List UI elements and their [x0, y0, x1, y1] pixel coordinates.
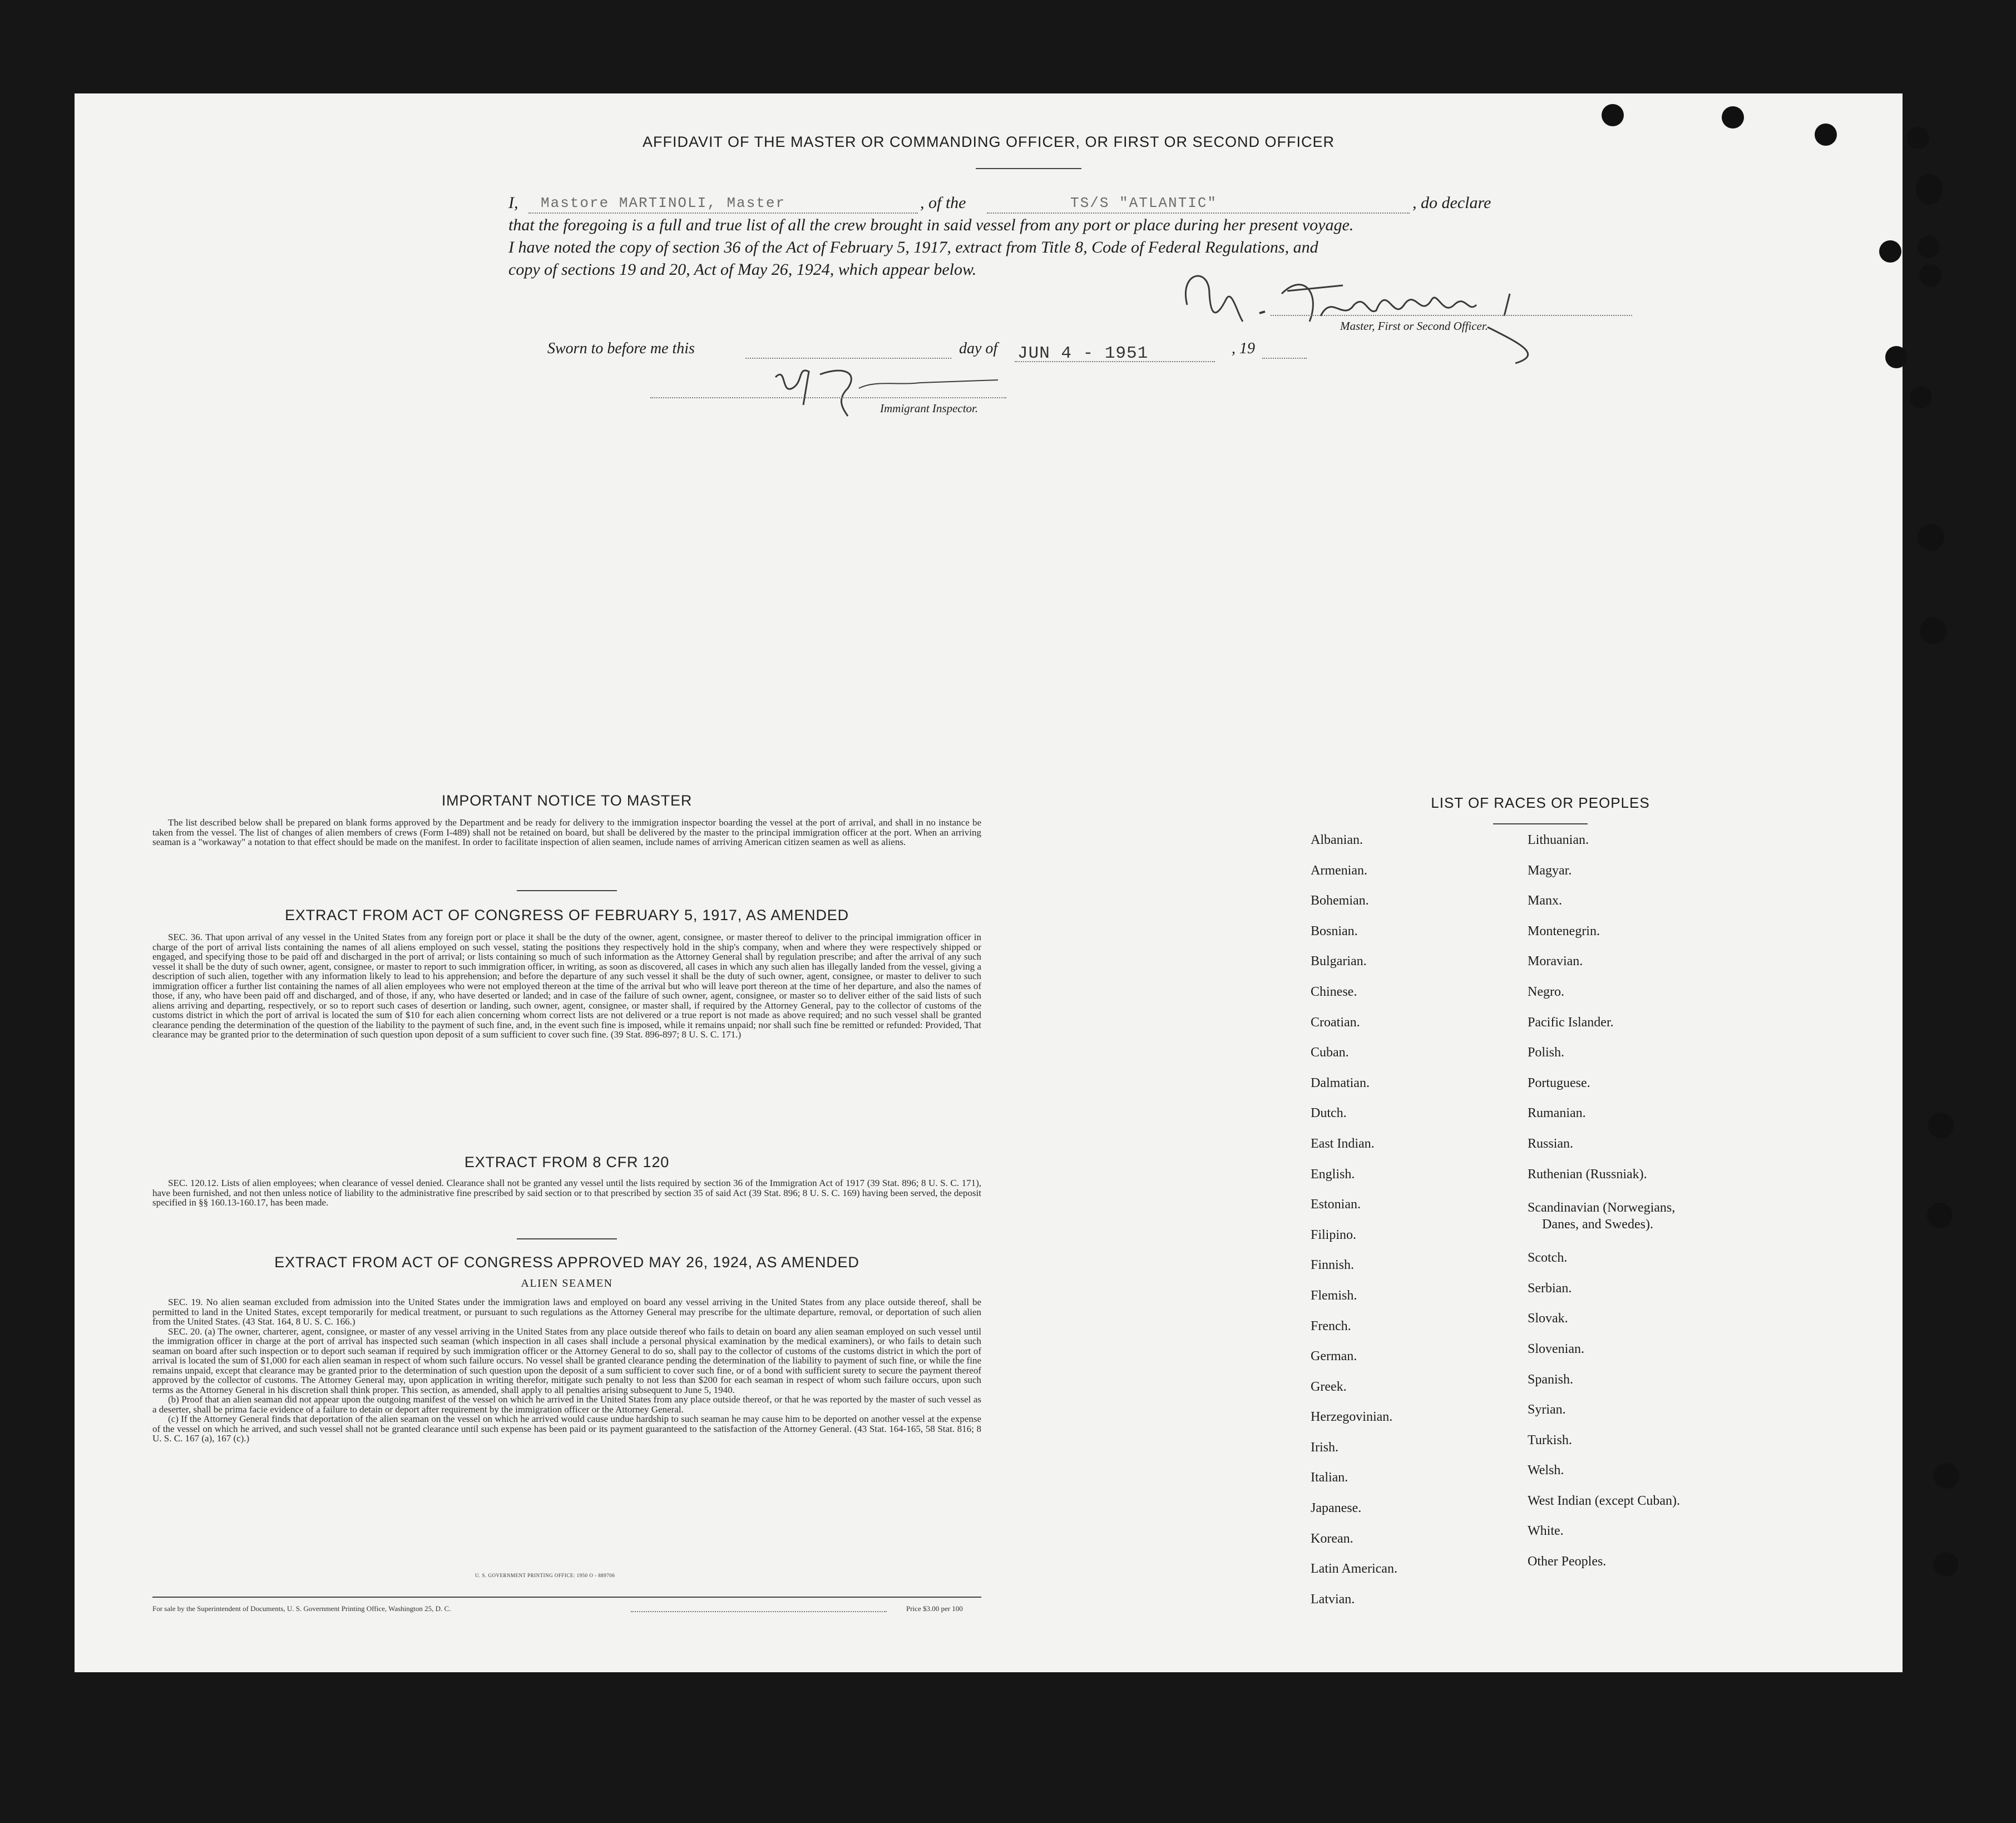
master-name-blank — [528, 213, 918, 214]
race-item: Chinese. — [1311, 984, 1357, 999]
race-item: Negro. — [1528, 984, 1564, 999]
race-item: Danes, and Swedes). — [1542, 1217, 1653, 1232]
race-item: Herzegovinian. — [1311, 1410, 1393, 1425]
affidavit-title: AFFIDAVIT OF THE MASTER OR COMMANDING OFFICER, OR FIRST OR SECOND OFFICER — [642, 134, 1335, 150]
race-item: Serbian. — [1528, 1281, 1572, 1296]
race-item: Russian. — [1528, 1136, 1574, 1151]
race-item: Other Peoples. — [1528, 1554, 1607, 1569]
punch-hole — [1602, 104, 1624, 126]
document-page — [75, 93, 1903, 1672]
act-1917-text: SEC. 36. That upon arrival of any vessel in the United States from any foreign port or place it shall be the duty of the owner, agent, consignee, or master thereof to deliver to the principal immigration officer in charge of the port of arrival lists containing the names of all aliens employed on such vessel, stating the positions they respectively hold in the ship's company, when and where they were respectively shipped or engaged, and specifying those to be paid off and discharged in the port of arrival; or lists containing so much of such information as the Attorney General shall by regulation prescribe; and after the arrival of any such vessel it shall be the duty of such owner, agent, consignee, or master to report to such immigration officer, in writing, as soon as discovered, all cases in which any such alien has illegally landed from the vessel, giving a description of such alien, together with any information likely to lead to his apprehension; and before the departure of any such vessel it shall be the duty of such owner, agent, consignee, or master to deliver to such immigration officer a further list containing the names of all alien employees who were not employed thereon at the time of the arrival but who will leave port thereon at the time of her departure, and also the names of those, if any, who have been paid off and discharged, and of those, if any, who have deserted or landed; and in case of the failure of such owner, agent, consignee, or master so to deliver either of the said lists of such aliens arriving and departing, respectively, or so to report such cases of desertion or landing, such owner, agent, consignee, or master shall, if required by the Attorney General, pay to the collector of customs of the customs district in which the port of arrival is located the sum of $10 for each alien concerning whom correct lists are not delivered or a true report is not made as above required; and no such vessel shall be granted clearance pending the determination of the question of the liability to the payment of such fine, and, in the event such fine is imposed, while it remains unpaid; nor shall such fine be remitted or refunded: Provided, That clearance may be granted prior to the determination of such question upon deposit of a sum sufficient to cover such fine. (39 Stat. 896-897; 8 U. S. C. 171.) — [152, 932, 981, 1040]
race-item: Scotch. — [1528, 1251, 1568, 1266]
race-item: Manx. — [1528, 893, 1562, 908]
race-item: Bohemian. — [1311, 893, 1369, 908]
inspector-signature-line — [650, 397, 1006, 398]
race-item: French. — [1311, 1318, 1351, 1333]
punch-hole — [1916, 174, 1943, 205]
price-note: Price $3.00 per 100 — [906, 1604, 963, 1613]
race-item: Latvian. — [1311, 1592, 1355, 1607]
divider-2 — [517, 1238, 617, 1239]
race-item: Greek. — [1311, 1379, 1347, 1394]
sworn-text: Sworn to before me this — [547, 340, 695, 357]
year-suffix: , 19 — [1232, 340, 1255, 357]
cfr-title: EXTRACT FROM 8 CFR 120 — [464, 1154, 670, 1170]
punch-hole — [1918, 236, 1940, 258]
race-item: Slovenian. — [1528, 1341, 1584, 1356]
title-divider — [976, 168, 1081, 169]
race-item: Bulgarian. — [1311, 954, 1367, 969]
race-item: Irish. — [1311, 1440, 1338, 1455]
race-item: Filipino. — [1311, 1227, 1357, 1242]
act-1917-title: EXTRACT FROM ACT OF CONGRESS OF FEBRUARY 5, 1917, AS AMENDED — [285, 907, 849, 923]
race-item: Lithuanian. — [1528, 833, 1589, 847]
race-item: Bosnian. — [1311, 923, 1358, 938]
race-item: Estonian. — [1311, 1197, 1361, 1212]
punch-hole — [1918, 524, 1944, 551]
race-item: Turkish. — [1528, 1432, 1572, 1447]
race-item: East Indian. — [1311, 1136, 1375, 1151]
race-item: Ruthenian (Russniak). — [1528, 1167, 1647, 1182]
race-item: German. — [1311, 1349, 1357, 1364]
sec-20c: (c) If the Attorney General finds that deportation of the alien seaman on the vessel on which he arrived would cause undue hardship to such seaman he may cause him to be deported on another vessel at the expense of the vessel on which he arrived, and such vessel shall not be granted clearance until such expense has been paid or its payment guaranteed to the satisfaction of the Attorney General. (43 Stat. 164-165, 58 Stat. 816; 8 U. S. C. 167 (a), 167 (c).) — [152, 1414, 981, 1444]
vessel-name-blank — [987, 213, 1410, 214]
act-1924-text — [152, 1297, 981, 1444]
race-item: White. — [1528, 1524, 1564, 1539]
race-item: Dalmatian. — [1311, 1075, 1370, 1090]
race-item: Pacific Islander. — [1528, 1015, 1614, 1030]
races-title: LIST OF RACES OR PEOPLES — [1431, 794, 1650, 811]
notice-text: The list described below shall be prepared on blank forms approved by the Department and be ready for delivery to the immigration inspector boarding the vessel at the port of arrival, and shall in no instance be taken from the vessel. The list of changes of alien members of crews (Form I-489) shall not be retained on board, but shall be delivered by the master to the principal immigration officer at the port. When an arriving seaman is a "workaway" a notation to that effect should be made on the manifest. In order to facilitate inspection of alien seamen, include names of arriving American citizen seamen as well as aliens. — [152, 817, 981, 847]
of-the-text: , of the — [920, 194, 966, 212]
race-item: Montenegrin. — [1528, 923, 1600, 938]
punch-hole — [1910, 386, 1932, 408]
race-item: Albanian. — [1311, 833, 1363, 847]
race-item: Italian. — [1311, 1470, 1348, 1485]
race-item: Finnish. — [1311, 1258, 1355, 1273]
punch-hole — [1907, 127, 1929, 149]
gpo-imprint: U. S. GOVERNMENT PRINTING OFFICE: 1950 O - 889706 — [475, 1573, 615, 1578]
races-column-2 — [1528, 833, 1806, 1585]
divider-1 — [517, 890, 617, 891]
race-item: West Indian (except Cuban). — [1528, 1493, 1680, 1508]
race-item: Polish. — [1528, 1045, 1565, 1060]
race-item: Portuguese. — [1528, 1075, 1590, 1090]
do-declare-text: , do declare — [1412, 194, 1491, 212]
day-of-text: day of — [959, 340, 998, 357]
race-item: Cuban. — [1311, 1045, 1349, 1060]
race-item: Armenian. — [1311, 863, 1367, 878]
race-item: Latin American. — [1311, 1562, 1397, 1577]
race-item: Magyar. — [1528, 863, 1572, 878]
vessel-name-value: TS/S "ATLANTIC" — [1070, 195, 1218, 211]
punch-hole — [1934, 1463, 1959, 1489]
race-item: Scandinavian (Norwegians, — [1528, 1200, 1676, 1216]
decl-prefix: I, — [508, 194, 518, 212]
master-name-value: Mastore MARTINOLI, Master — [541, 195, 786, 211]
alien-seamen-subtitle: ALIEN SEAMEN — [521, 1277, 613, 1290]
punch-hole — [1934, 1552, 1958, 1577]
race-item: Rumanian. — [1528, 1106, 1586, 1121]
year-blank — [1262, 358, 1307, 359]
sale-note: For sale by the Superintendent of Documents, U. S. Government Printing Office, Washington 25, D. C. — [152, 1604, 451, 1613]
race-item: English. — [1311, 1167, 1355, 1182]
race-item: Syrian. — [1528, 1402, 1566, 1417]
sec-19: SEC. 19. No alien seaman excluded from admission into the United States under the immigration laws and employed on board any vessel arriving in the United States from any place outside thereof, shall be permitted to land in the United States, except temporarily for medical treatment, or pursuant to such regulations as the Attorney General may prescribe for the ultimate departure, removal, or deportation of such alien from the United States. (43 Stat. 164, 8 U. S. C. 166.) — [152, 1297, 981, 1327]
date-stamp: JUN 4 - 1951 — [1017, 344, 1149, 363]
sec-20a: SEC. 20. (a) The owner, charterer, agent, consignee, or master of any vessel arriving in the United States from any place outside thereof who fails to detain on board any alien seaman employed on such vessel until the immigration officer in charge at the port of arrival has inspected such seaman (which inspection in all cases shall include a personal physical examination by the medical examiners), or who fails to detain such seaman on board after such inspection or to deport such seaman if required by such immigration officer or the Attorney General to do so, shall pay to the collector of customs of the customs district in which the port of arrival is located the sum of $1,000 for each alien seaman in respect of whom such failure occurs. No vessel shall be granted clearance pending the determination of the liability to payment of such fine, or while the fine remains unpaid, except that clearance may be granted prior to the determination of such question upon the deposit of a sum sufficient to cover such fine, or of a bond with sufficient surety to secure the payment thereof approved by the collector of customs. The Attorney General may, upon application in writing therefor, mitigate such penalty to not less than $200 for each seaman in respect of whom such failure occurs, upon such terms as the Attorney General in his discretion shall think proper. This section, as amended, shall apply to all penalties arising subsequent to June 5, 1940. — [152, 1326, 981, 1395]
race-item: Spanish. — [1528, 1372, 1574, 1387]
punch-hole — [1815, 123, 1837, 146]
punch-hole — [1879, 240, 1901, 263]
race-item: Korean. — [1311, 1531, 1353, 1546]
declaration-line-3: I have noted the copy of section 36 of the Act of February 5, 1917, extract from Title 8, Code of Federal Regulations, and — [508, 238, 1318, 256]
master-signature-line — [1271, 315, 1632, 316]
punch-hole — [1722, 106, 1744, 129]
footer-leader — [631, 1611, 887, 1612]
inspector-caption: Immigrant Inspector. — [880, 402, 979, 415]
races-divider — [1493, 823, 1588, 824]
race-item: Japanese. — [1311, 1501, 1362, 1516]
race-item: Croatian. — [1311, 1015, 1360, 1030]
punch-hole — [1920, 617, 1946, 644]
race-item: Dutch. — [1311, 1106, 1347, 1121]
cfr-text: SEC. 120.12. Lists of alien employees; when clearance of vessel denied. Clearance shall not be granted any vessel until the lists required by section 36 of the Immigration Act of 1917 (39 Stat. 896; 8 U. S. C. 171), have been furnished, and not then unless notice of liability to the administrative fine prescribed by said section or to that prescribed by section 35 of said Act (39 Stat. 896; 8 U. S. C. 169) having been served, the deposit specified in §§ 160.13-160.17, has been made. — [152, 1178, 981, 1208]
act-1924-title: EXTRACT FROM ACT OF CONGRESS APPROVED MAY 26, 1924, AS AMENDED — [274, 1254, 859, 1271]
footer-rule — [152, 1597, 981, 1598]
race-item: Slovak. — [1528, 1311, 1568, 1326]
punch-hole — [1928, 1113, 1954, 1138]
punch-hole — [1927, 1203, 1953, 1228]
punch-hole — [1885, 346, 1908, 368]
notice-title: IMPORTANT NOTICE TO MASTER — [441, 792, 693, 809]
race-item: Flemish. — [1311, 1288, 1357, 1303]
declaration-line-2: that the foregoing is a full and true list of all the crew brought in said vessel from any port or place during her present voyage. — [508, 216, 1354, 234]
punch-hole — [1919, 264, 1941, 286]
sec-20b: (b) Proof that an alien seaman did not appear upon the outgoing manifest of the vessel on which he arrived in the United States from any place outside thereof, or that he was reported by the master of such vessel as a deserter, shall be prima facie evidence of a failure to detain or deport after requirement by the immigration officer or the Attorney General. — [152, 1394, 981, 1415]
race-item: Welsh. — [1528, 1463, 1564, 1478]
race-item: Moravian. — [1528, 954, 1583, 969]
master-caption: Master, First or Second Officer. — [1340, 319, 1488, 333]
declaration-line-4: copy of sections 19 and 20, Act of May 26, 1924, which appear below. — [508, 260, 977, 279]
